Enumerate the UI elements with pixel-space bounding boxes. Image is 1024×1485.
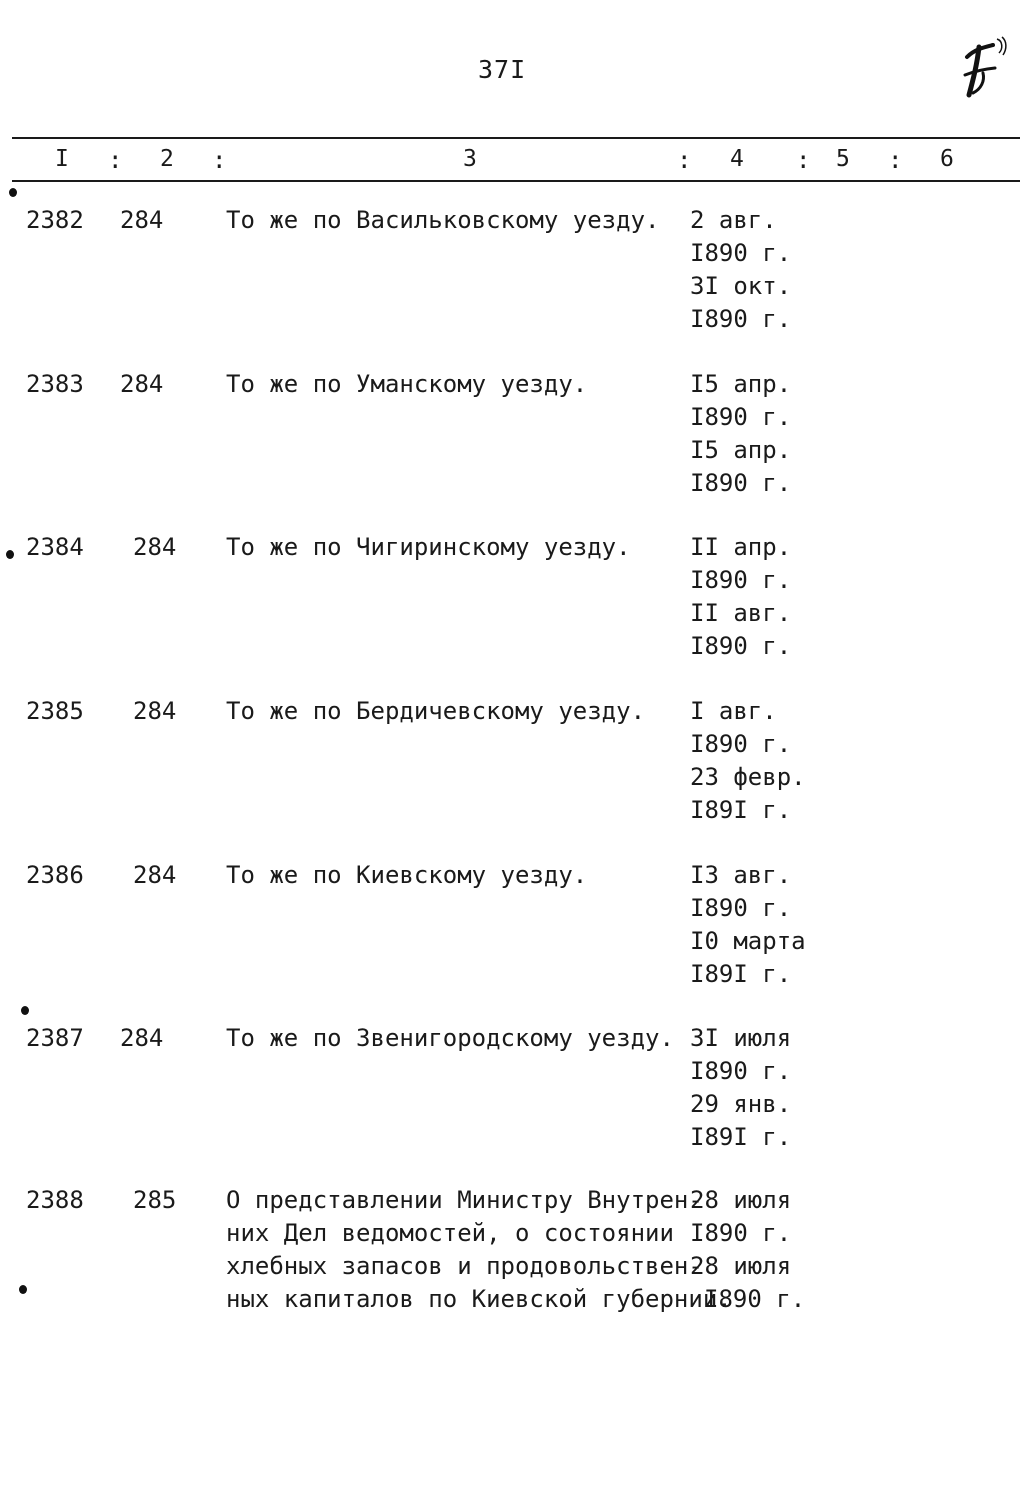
sheet-number: 284 <box>120 206 164 234</box>
sheet-number: 284 <box>133 533 177 561</box>
punch-hole-mark <box>6 550 14 559</box>
punch-hole-mark <box>21 1006 29 1015</box>
record-title: То же по Чигиринскому уезду. <box>226 533 631 561</box>
sheet-number: 285 <box>133 1186 177 1214</box>
column-header-5: 5 <box>836 146 850 172</box>
header-rule-bottom <box>12 180 1020 182</box>
column-header-3: 3 <box>463 146 477 172</box>
record-dates: I3 авг. I890 г. I0 марта I89I г. <box>690 861 806 988</box>
table-row <box>0 1186 1024 1326</box>
record-dates: I авг. I890 г. 23 февр. I89I г. <box>690 697 806 824</box>
record-title: То же по Васильковскому уезду. <box>226 206 660 234</box>
record-number: 2382 <box>26 206 84 234</box>
column-separator: : <box>108 146 123 174</box>
record-dates: II апр. I890 г. II авг. I890 г. <box>690 533 792 660</box>
table-row <box>0 533 1024 673</box>
punch-hole-mark <box>9 188 17 197</box>
table-row <box>0 370 1024 510</box>
record-title: То же по Бердичевскому уезду. <box>226 697 646 725</box>
archive-mark-handwritten <box>955 35 1010 100</box>
record-number: 2387 <box>26 1024 84 1052</box>
punch-hole-mark <box>19 1285 27 1294</box>
record-title: То же по Уманскому уезду. <box>226 370 588 398</box>
sheet-number: 284 <box>120 1024 164 1052</box>
page-number: 37I <box>478 55 527 84</box>
record-dates: 28 июля I890 г. 28 июля I890 г. <box>690 1186 806 1313</box>
record-dates: 3I июля I890 г. 29 янв. I89I г. <box>690 1024 792 1151</box>
record-title: То же по Киевскому уезду. <box>226 861 588 889</box>
column-header-4: 4 <box>730 146 744 172</box>
record-dates: I5 апр. I890 г. I5 апр. I890 г. <box>690 370 792 497</box>
table-row <box>0 206 1024 346</box>
sheet-number: 284 <box>120 370 164 398</box>
column-separator: : <box>888 146 903 174</box>
sheet-number: 284 <box>133 861 177 889</box>
column-separator: : <box>677 146 692 174</box>
column-separator: : <box>796 146 811 174</box>
record-number: 2388 <box>26 1186 84 1214</box>
record-number: 2383 <box>26 370 84 398</box>
table-row <box>0 861 1024 1001</box>
column-header-2: 2 <box>160 146 174 172</box>
record-dates: 2 авг. I890 г. 3I окт. I890 г. <box>690 206 792 333</box>
table-row <box>0 1024 1024 1164</box>
record-number: 2386 <box>26 861 84 889</box>
sheet-number: 284 <box>133 697 177 725</box>
table-row <box>0 697 1024 837</box>
record-number: 2384 <box>26 533 84 561</box>
column-header-6: 6 <box>940 146 954 172</box>
record-title: То же по Звенигородскому уезду. <box>226 1024 674 1052</box>
record-title: О представлении Министру Внутрен- них Дел ведомостей, о состоянии хлебных запасов и продовольствен- ных капиталов по Киевской губернии. <box>226 1186 732 1313</box>
header-rule-top <box>12 137 1020 139</box>
column-header-1: I <box>55 146 69 172</box>
column-separator: : <box>212 146 227 174</box>
record-number: 2385 <box>26 697 84 725</box>
